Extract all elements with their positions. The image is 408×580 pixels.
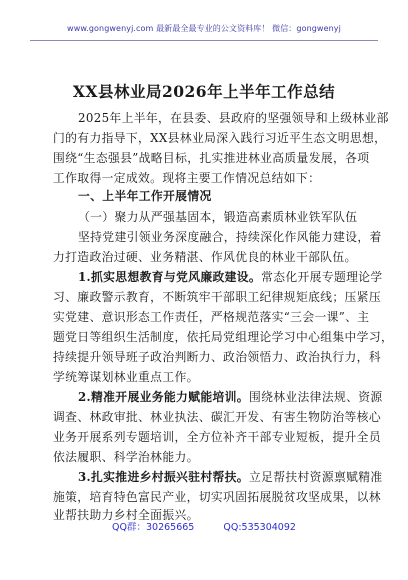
header-divider xyxy=(30,40,378,41)
intro-line: 围绕“生态强县”战略目标，扎实推进林业高质量发展，各项 xyxy=(53,151,370,165)
item-2-line xyxy=(78,390,383,404)
watermark-header xyxy=(0,18,408,44)
intro-line: 工作取得一定成效。现将主要工作情况总结如下： xyxy=(53,171,321,185)
paragraph-line: 持续提升领导班子政治判断力、政治领悟力、政治执行力，科 xyxy=(53,350,381,364)
item-3-text: 立足帮扶村资源禀赋精准 xyxy=(248,470,383,484)
section-heading: 一、上半年工作开展情况 xyxy=(78,189,212,203)
intro-line: 门的有力指导下，XX县林业局深入践行习近平生态文明思想， xyxy=(53,131,387,145)
intro-line: 2025年上半年，在县委、县政府的坚强领导和上级林业部 xyxy=(78,111,389,125)
item-2-heading: 2.精准开展业务能力赋能培训。 xyxy=(78,390,249,404)
footer-contacts xyxy=(0,519,408,533)
paragraph-line: 调查、林政审批、林业执法、碳汇开发、有害生物防治等核心 xyxy=(53,410,381,424)
item-2-text: 围绕林业法律法规、资源 xyxy=(248,390,383,404)
paragraph-line: 坚持党建引领业务深度融合，持续深化作风能力建设，着 xyxy=(78,230,382,244)
paragraph-line: 题党日等组织生活制度，依托局党组理论学习中心组集中学习， xyxy=(53,330,394,344)
paragraph-line: 力打造政治过硬、业务精湛、作风优良的林业干部队伍。 xyxy=(53,250,357,264)
paragraph-line: 业务开展系列专题培训，全方位补齐干部专业短板，提升全员 xyxy=(53,430,381,444)
item-1-text: 常态化开展专题理论学 xyxy=(261,270,383,284)
paragraph-line: 业帮扶助力乡村全面振兴。 xyxy=(53,508,199,522)
item-3-line xyxy=(78,470,383,484)
footer-qq-group: QQ群：30265665 xyxy=(112,522,195,533)
paragraph-line: 实党建、意识形态工作责任，严格规范落实“三会一课”、主 xyxy=(53,310,370,324)
paragraph-line: 施策，培育特色富民产业，切实巩固拓展脱贫攻坚成果，以林 xyxy=(53,490,381,504)
subsection-heading: （一）聚力从严强基固本，锻造高素质林业铁军队伍 xyxy=(78,210,358,224)
item-1-line xyxy=(78,270,383,284)
item-3-heading: 3.扎实推进乡村振兴驻村帮扶。 xyxy=(78,470,249,484)
footer-qq-number: QQ:535304092 xyxy=(223,522,296,533)
paragraph-line: 学统筹谋划林业重点工作。 xyxy=(53,370,199,384)
document-title: XX县林业局2026年上半年工作总结 xyxy=(72,82,336,101)
paragraph-line: 依法履职、科学治林能力。 xyxy=(53,450,199,464)
header-text: www.gongwenyj.com 最新最全最专业的公文资料库！ 微信：gongwenyj xyxy=(67,24,341,33)
item-1-heading: 1.抓实思想教育与党风廉政建设。 xyxy=(78,270,262,284)
paragraph-line: 习、廉政警示教育，不断筑牢干部职工纪律规矩底线；压紧压 xyxy=(53,290,381,304)
